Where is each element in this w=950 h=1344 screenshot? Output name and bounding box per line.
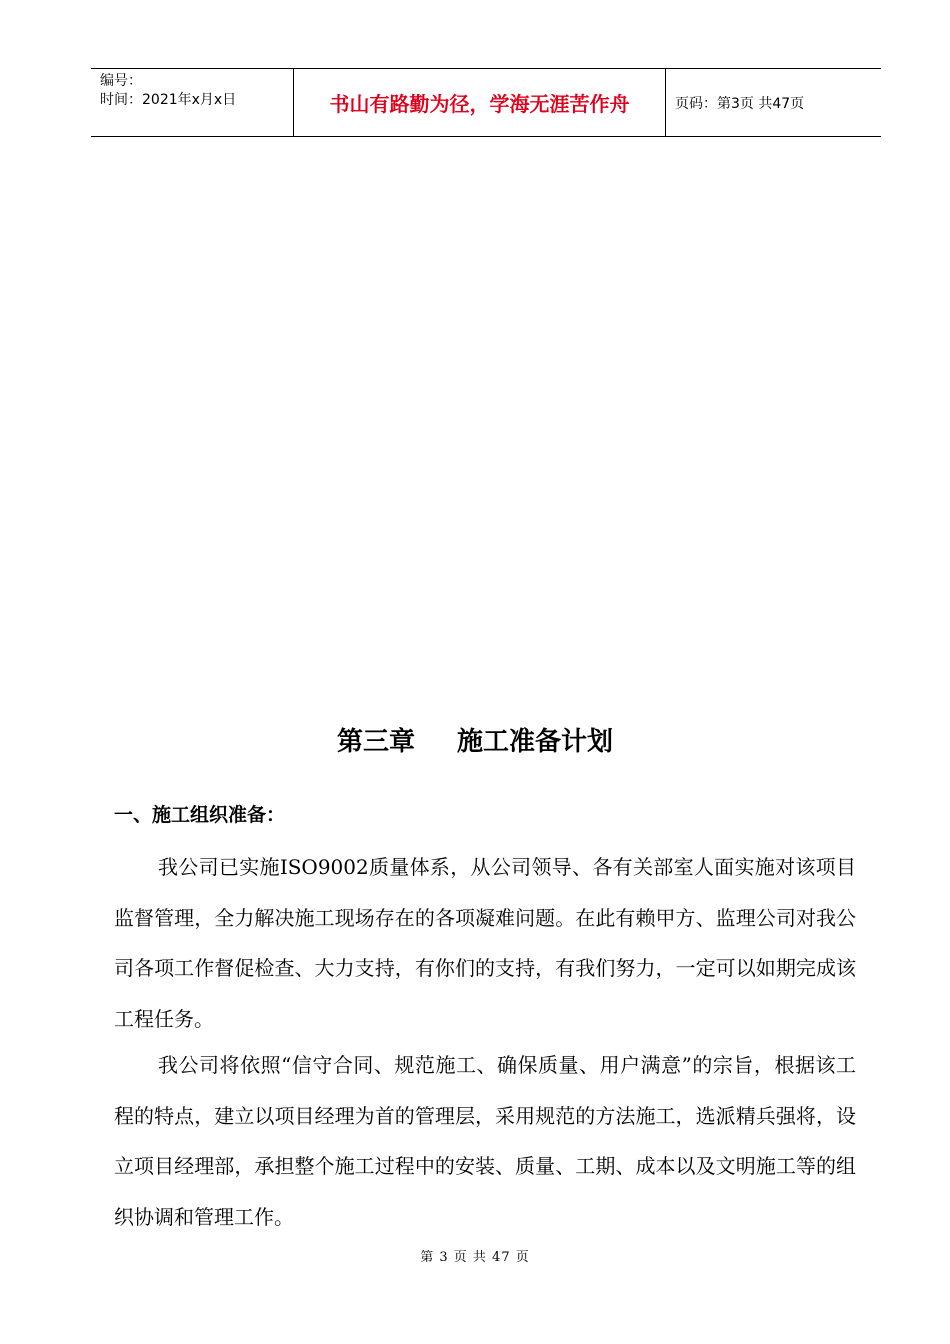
page-footer: 第 3 页 共 47 页: [420, 1250, 530, 1265]
chapter-name: 施工准备计划: [457, 727, 614, 757]
body-paragraph-1: 我公司已实施ISO9002质量体系，从公司领导、各有关部室人面实施对该项目监督管理，全力解决施工现场存在的各项凝难问题。在此有赖甲方、监理公司对我公司各项工作督促检查、大力支持，有你们的支持，有我们努力，一定可以如期完成该工程任务。: [114, 855, 856, 1031]
header-time-label: 时间：2021年x月x日: [100, 92, 237, 108]
header-number-label: 编号：: [100, 73, 142, 89]
body-paragraph-2: 我公司将依照“信守合同、规范施工、确保质量、用户满意”的宗旨，根据该工程的特点，建立以项目经理为首的管理层，采用规范的方法施工，选派精兵强将，设立项目经理部，承担整个施工过程中的安装、质量、工期、成本以及文明施工等的组织协调和管理工作。: [114, 1053, 856, 1229]
document-header: [91, 68, 881, 137]
header-meta: [91, 69, 293, 136]
header-motto: 书山有路勤为径，学海无涯苦作舟: [293, 69, 666, 136]
chapter-title: [0, 722, 950, 762]
header-page-info: 页码：第3页 共47页: [675, 95, 805, 112]
chapter-number: 第三章: [336, 727, 415, 757]
section-heading: 一、施工组织准备：: [114, 804, 286, 826]
